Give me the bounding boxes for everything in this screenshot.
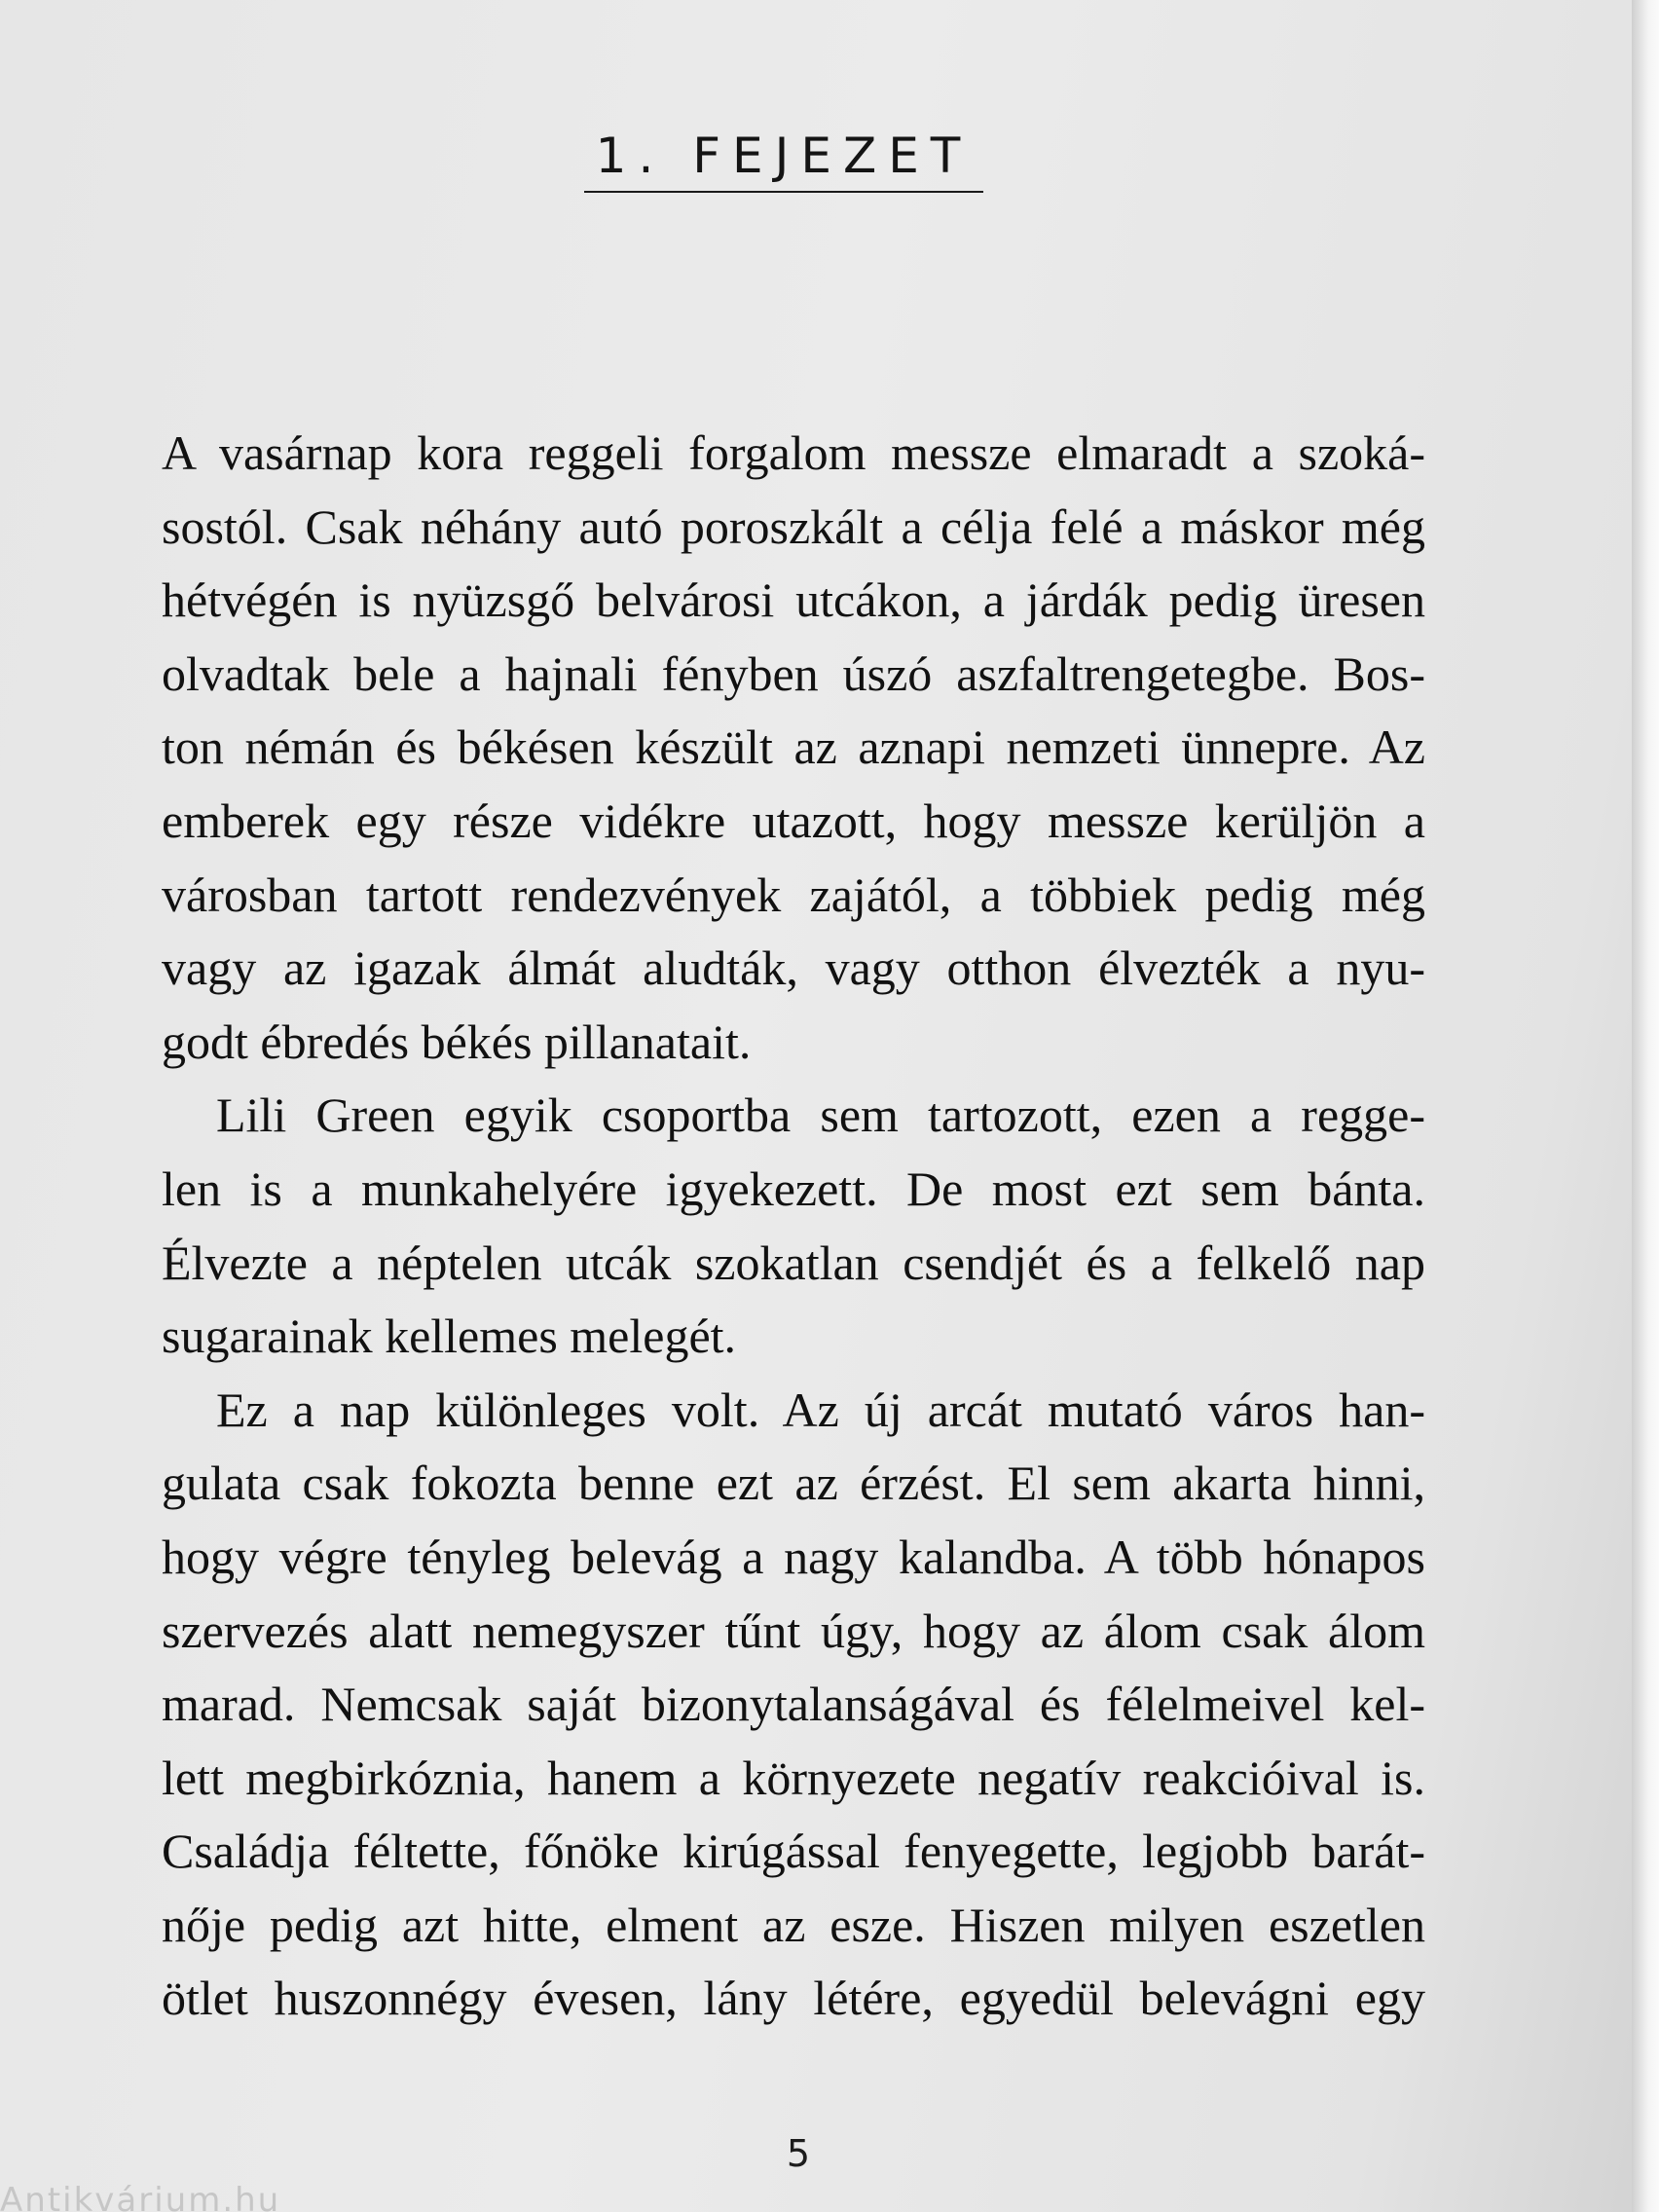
text-line: hétvégén is nyüzsgő belvárosi utcákon, a járdák pedig üresen [162, 572, 1425, 628]
watermark: Antikvárium.hu [0, 2181, 281, 2212]
text-line: városban tartott rendezvények zajától, a többiek pedig még [162, 866, 1425, 922]
text-line: ton némán és békésen készült az aznapi nemzeti ünnepre. Az [162, 719, 1425, 775]
text-line: sugarainak kellemes melegét. [162, 1309, 737, 1364]
text-line: szervezés alatt nemegyszer tűnt úgy, hogy az álom csak álom [162, 1603, 1425, 1658]
text-line: godt ébredés békés pillanatait. [162, 1014, 752, 1069]
text-line: len is a munkahelyére igyekezett. De most ezt sem bánta. [162, 1161, 1425, 1216]
text-line: vagy az igazak álmát aludták, vagy otthon élvezték a nyu- [162, 940, 1425, 996]
text-line: Ez a nap különleges volt. Az új arcát mutató város han- [216, 1382, 1425, 1437]
text-line: Családja féltette, főnöke kirúgással fenyegette, legjobb barát- [162, 1824, 1425, 1879]
text-line: lett megbirkóznia, hanem a környezete negatív reakcióival is. [162, 1750, 1425, 1805]
text-line: hogy végre tényleg belevág a nagy kalandba. A több hónapos [162, 1529, 1425, 1584]
text-line: Lili Green egyik csoportba sem tartozott, ezen a regge- [216, 1088, 1425, 1143]
body-text [162, 417, 1425, 2036]
page-edge [1632, 0, 1659, 2212]
text-line: gulata csak fokozta benne ezt az érzést. El sem akarta hinni, [162, 1456, 1425, 1511]
text-line: A vasárnap kora reggeli forgalom messze elmaradt a szoká- [162, 425, 1425, 480]
chapter-heading: 1. FEJEZET [584, 127, 983, 193]
text-line: Élvezte a néptelen utcák szokatlan csendjét és a felkelő nap [162, 1235, 1425, 1290]
text-line: ötlet huszonnégy évesen, lány létére, egyedül belevágni egy [162, 1971, 1425, 2026]
text-line: sostól. Csak néhány autó poroszkált a célja felé a máskor még [162, 498, 1425, 554]
text-line: olvadtak bele a hajnali fényben úszó aszfaltrengetegbe. Bos- [162, 645, 1425, 701]
text-line: emberek egy része vidékre utazott, hogy messze kerüljön a [162, 793, 1425, 848]
text-line: marad. Nemcsak saját bizonytalanságával és félelmeivel kel- [162, 1677, 1425, 1732]
text-line: nője pedig azt hitte, elment az esze. Hiszen milyen eszetlen [162, 1897, 1425, 1952]
page-number: 5 [786, 2132, 811, 2175]
